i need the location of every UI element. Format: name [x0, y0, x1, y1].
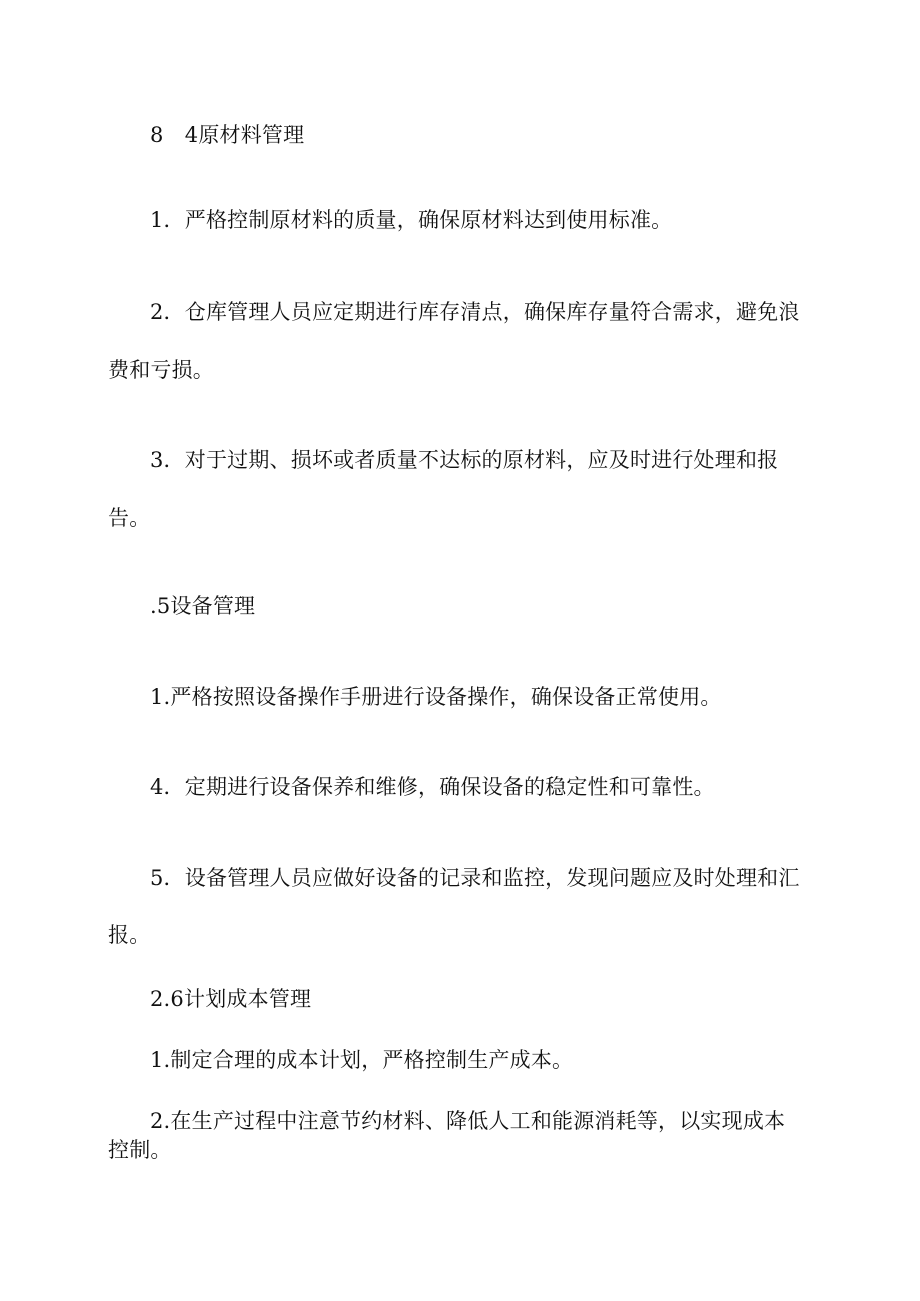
- list-item-line-continuation: 费和亏损。: [108, 358, 214, 382]
- list-item-line-continuation: 报。: [108, 923, 151, 947]
- section-heading-cost-planning: 2.6计划成本管理: [150, 987, 312, 1011]
- list-item-line-continuation: 控制。: [108, 1138, 172, 1162]
- list-item-line: 1.制定合理的成本计划，严格控制生产成本。: [150, 1048, 574, 1072]
- section-heading-raw-materials: 8 4原材料管理: [150, 123, 305, 147]
- section-heading-equipment: .5设备管理: [150, 594, 256, 618]
- list-item-line: 1.严格按照设备操作手册进行设备操作，确保设备正常使用。: [150, 685, 722, 709]
- list-item-line-continuation: 告。: [108, 506, 151, 530]
- list-item-line: 4．定期进行设备保养和维修，确保设备的稳定性和可靠性。: [150, 775, 715, 799]
- list-item-line: 3．对于过期、损坏或者质量不达标的原材料，应及时进行处理和报: [150, 448, 779, 472]
- list-item-line: 5．设备管理人员应做好设备的记录和监控，发现问题应及时处理和汇: [150, 866, 800, 890]
- list-item-line: 2．仓库管理人员应定期进行库存清点，确保库存量符合需求，避免浪: [150, 300, 800, 324]
- list-item-line: 1．严格控制原材料的质量，确保原材料达到使用标准。: [150, 208, 673, 232]
- list-item-line: 2.在生产过程中注意节约材料、降低人工和能源消耗等，以实现成本: [150, 1109, 786, 1133]
